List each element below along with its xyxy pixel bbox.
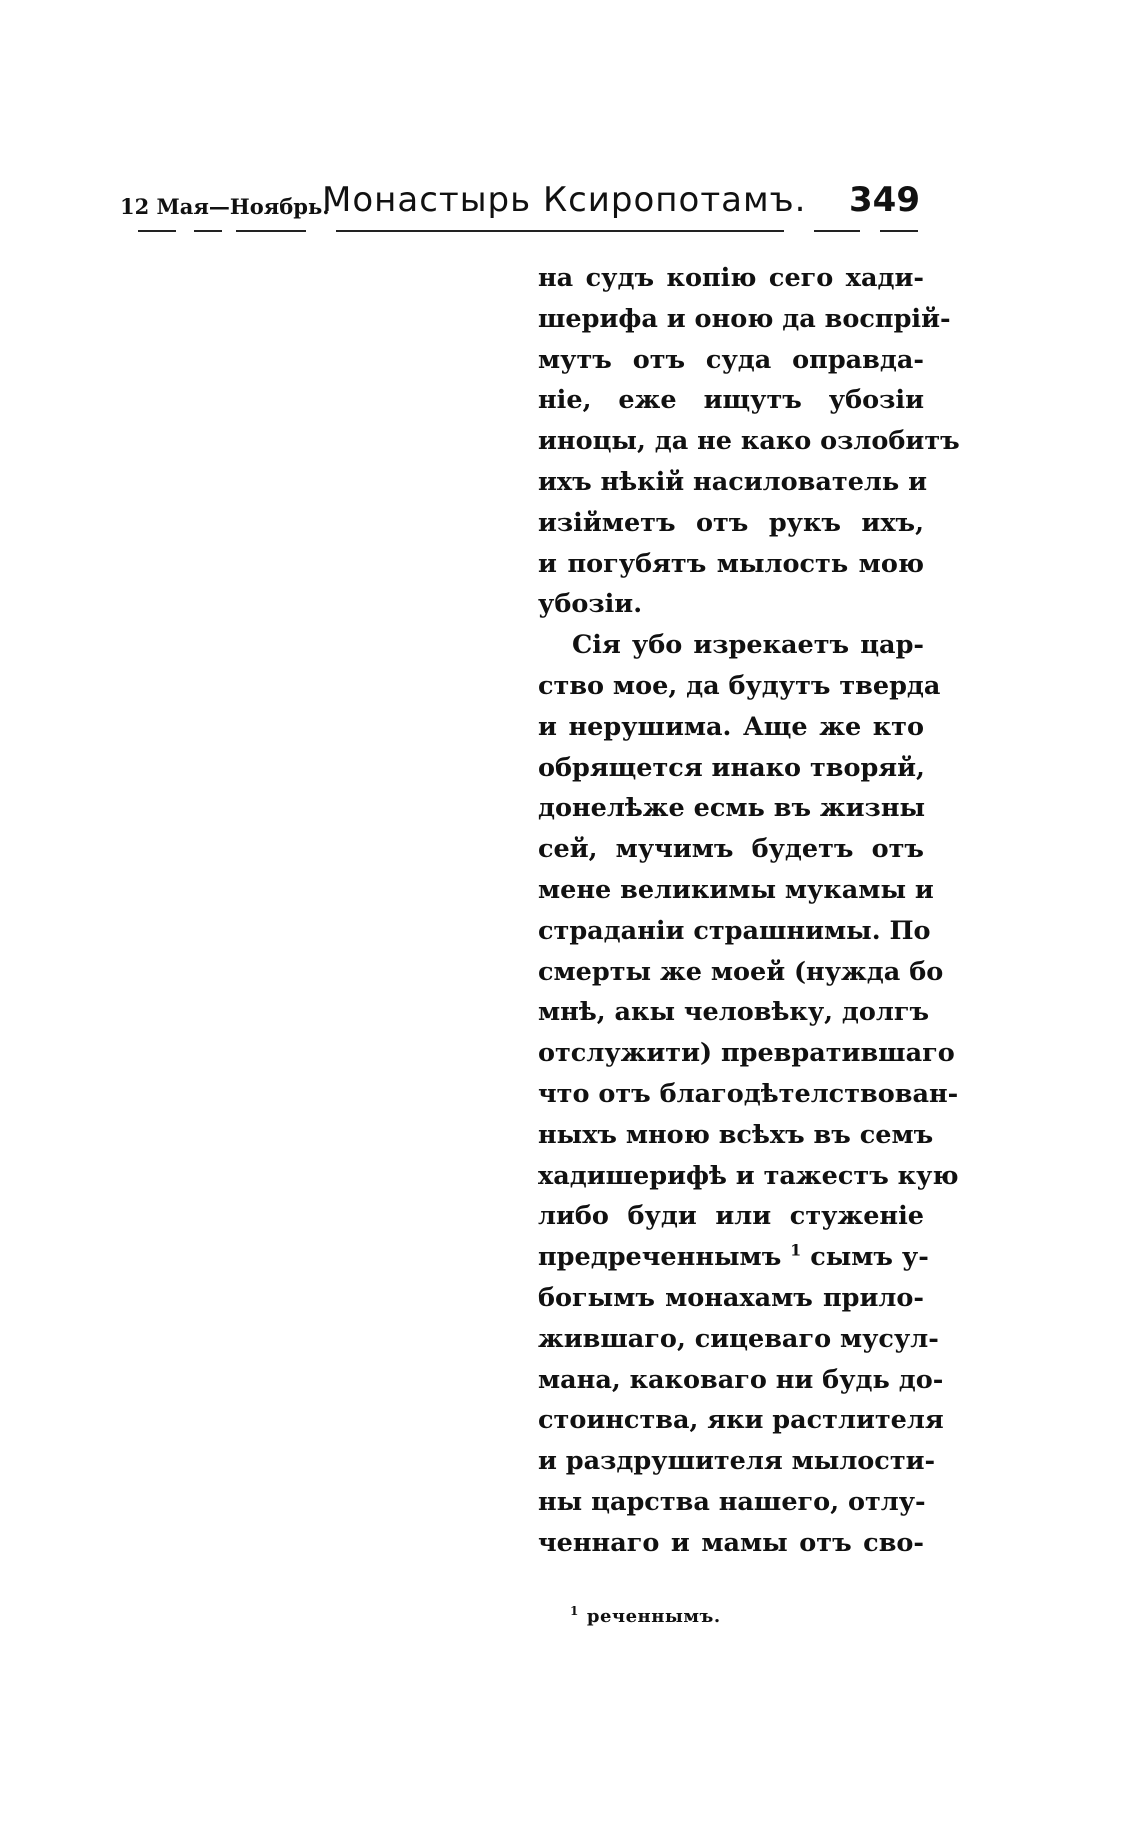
text-line: и раздрушителя мылости- xyxy=(538,1446,936,1477)
footnote xyxy=(570,1604,721,1627)
text-line: иноцы, да не како озлобитъ xyxy=(538,426,960,457)
text-line: хадишерифѣ и тажестъ кую xyxy=(538,1160,959,1191)
text-line: либо буди или стуженіе xyxy=(538,1201,924,1232)
rule-gap xyxy=(176,226,194,234)
text-line: жившаго, сицеваго мусул- xyxy=(538,1323,939,1354)
text-line: ство мое, да будутъ тверда xyxy=(538,670,941,701)
text-line: и погубятъ мылость мою xyxy=(538,548,924,579)
rule-gap xyxy=(860,226,880,234)
text-line: обрящется инако творяй, xyxy=(538,752,925,783)
text-line: ныхъ мною всѣхъ въ семъ xyxy=(538,1119,934,1150)
text-fragment: предреченнымъ xyxy=(538,1242,782,1273)
text-line: богымъ монахамъ прило- xyxy=(538,1282,924,1313)
footnote-mark: 1 xyxy=(570,1604,579,1618)
header-title: Монастырь Ксиропотамъ. xyxy=(322,180,807,220)
text-line: убозіи. xyxy=(538,589,643,620)
text-line: ніе, еже ищутъ убозіи xyxy=(538,385,924,416)
rule-gap xyxy=(222,226,236,234)
text-line: ны царства нашего, отлу- xyxy=(538,1486,926,1517)
page-number: 349 xyxy=(849,180,920,220)
footnote-reference: 1 xyxy=(790,1240,802,1260)
text-line: что отъ благодѣтелствован- xyxy=(538,1078,959,1109)
text-line: стоинства, яки растлителя xyxy=(538,1405,944,1436)
text-line: изійметъ отъ рукъ ихъ, xyxy=(538,507,924,538)
running-header xyxy=(120,180,920,230)
text-line: смерты же моей (нужда бо xyxy=(538,956,944,987)
text-line: сей, мучимъ будетъ отъ xyxy=(538,834,924,865)
text-line: ихъ нѣкій насилователь и xyxy=(538,466,927,497)
text-line: отслужити) превратившаго xyxy=(538,1038,955,1069)
rule-gap xyxy=(306,226,336,234)
text-column xyxy=(538,258,960,1564)
text-line-with-footnote xyxy=(538,1237,929,1278)
text-line: донелѣже есмь въ жизны xyxy=(538,793,926,824)
text-line: мене великимы мукамы и xyxy=(538,874,934,905)
header-date-range: 12 Мая—Ноябрь. xyxy=(120,194,330,219)
text-line: мана, каковаго ни будь до- xyxy=(538,1364,944,1395)
text-fragment: сымъ у- xyxy=(810,1242,929,1273)
text-line: страданіи страшнимы. По xyxy=(538,915,931,946)
footnote-text: реченнымъ. xyxy=(586,1606,721,1627)
text-line: шерифа и оною да воспрій- xyxy=(538,303,951,334)
text-line: и нерушима. Аще же кто xyxy=(538,711,924,742)
text-line: ченнаго и мамы отъ сво- xyxy=(538,1527,924,1558)
rule-gap xyxy=(784,226,814,234)
text-line: на судъ копію сего хади- xyxy=(538,263,924,293)
text-line: Сія убо изрекаетъ цар- xyxy=(572,630,924,661)
text-line: мутъ отъ суда оправда- xyxy=(538,344,924,375)
text-line: мнѣ, акы человѣку, долгъ xyxy=(538,997,930,1028)
